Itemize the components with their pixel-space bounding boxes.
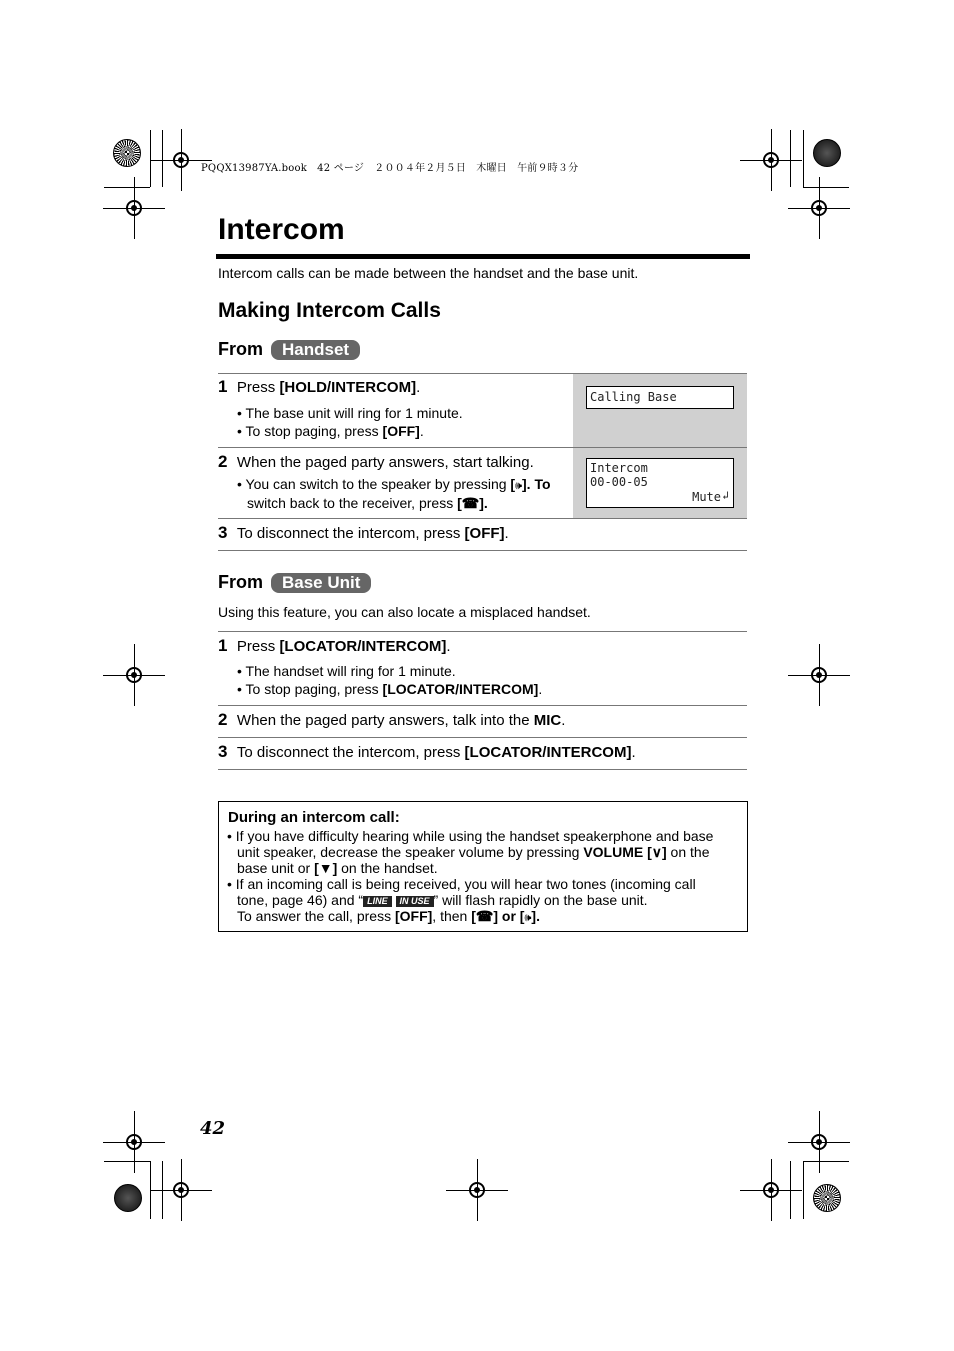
step-number: 1 [218,636,228,655]
softkey-arrow-icon: ↲ [722,489,729,502]
title-rule [216,254,750,259]
crop-mark [162,130,163,187]
registration-mark-icon [170,1179,192,1201]
speaker-icon: 🕪 [515,480,523,492]
crop-mark [150,1161,151,1219]
step-number: 1 [218,377,228,396]
handset-step-1 [218,377,420,397]
crop-mark [803,187,849,188]
step-text: Press [HOLD/INTERCOM]. [236,379,421,396]
divider [218,373,747,374]
divider [218,550,747,551]
divider [218,737,747,738]
lcd-display-intercom [586,458,734,508]
section-title: Making Intercom Calls [218,299,441,322]
step-bullet: • To stop paging, press [LOCATOR/INTERCOM]. [237,681,542,698]
from-label: From [218,339,263,359]
crop-mark [104,1161,150,1162]
speaker-icon: 🕪 [524,912,532,924]
crop-mark [803,1161,804,1219]
step-bullet: • The base unit will ring for 1 minute. [237,405,463,422]
crop-mark [803,130,804,187]
step-text: Press [LOCATOR/INTERCOM]. [236,638,451,655]
registration-mark-icon [760,1179,782,1201]
note-item-1: • If you have difficulty hearing while using the handset speakerphone and base unit speaker, decrease the speaker volume by pressing VOLUME [∨] on the base unit or [▼] on the handset. [227,828,714,876]
step-number: 3 [218,742,228,761]
crop-mark [803,1161,849,1162]
color-target-icon [813,1184,841,1212]
from-label: From [218,572,263,592]
divider [218,447,747,448]
color-target-icon [813,139,841,167]
divider [218,769,747,770]
step-bullet: • You can switch to the speaker by pressing [🕪]. To switch back to the receiver, press [☎]. [237,476,571,512]
line-badge: LINE [363,896,392,907]
base-intro-text: Using this feature, you can also locate a misplaced handset. [218,604,591,620]
print-header-note: PQQX13987YA.book 42 ページ ２００４年２月５日 木曜日 午前９時３分 [201,163,579,174]
base-unit-pill: Base Unit [271,573,371,593]
base-step-2 [218,710,565,730]
intro-text: Intercom calls can be made between the handset and the base unit. [218,265,639,281]
registration-mark-icon [466,1179,488,1201]
note-item-2: • If an incoming call is being received, you will hear two tones (incoming call tone, page 46) and “ LINE IN USE ” will flash rapidly on the base unit. To answer the call, press [OFF], then [☎] or [🕪]. [227,876,696,924]
registration-mark-icon [170,149,192,171]
base-step-1 [218,636,451,656]
registration-mark-icon [808,197,830,219]
step-bullet: • The handset will ring for 1 minute. [237,663,456,680]
step-text: When the paged party answers, talk into the MIC. [236,712,566,729]
in-use-badge: IN USE [396,896,434,907]
crop-mark [790,130,791,187]
crop-mark [150,130,151,187]
base-step-3 [218,742,636,762]
lcd-line: Intercom [590,461,648,475]
note-box [218,801,748,932]
step-text: To disconnect the intercom, press [LOCATOR/INTERCOM]. [236,744,636,761]
step-bullet: • To stop paging, press [OFF]. [237,423,424,440]
page-number: 42 [200,1118,226,1139]
note-title: During an intercom call: [228,809,400,826]
step-text: When the paged party answers, start talking. [236,454,534,471]
registration-mark-icon [808,1131,830,1153]
step-text: To disconnect the intercom, press [OFF]. [236,525,509,542]
color-target-icon [114,1184,142,1212]
handset-pill: Handset [271,340,360,360]
lcd-display-calling [586,386,734,409]
divider [218,705,747,706]
step-number: 2 [218,710,228,729]
page-title: Intercom [218,213,345,246]
talk-icon: ☎ [475,908,494,924]
divider [218,518,747,519]
crop-mark [104,187,150,188]
handset-step-2 [218,452,534,472]
divider [218,631,747,632]
crop-mark [162,1161,163,1219]
handset-step-3 [218,523,509,543]
lcd-line: Calling Base [590,390,677,404]
color-target-icon [113,139,141,167]
registration-mark-icon [760,149,782,171]
registration-mark-icon [123,1131,145,1153]
crop-mark [790,1161,791,1219]
from-base-heading [218,572,371,593]
lcd-softkey: Mute [692,490,721,504]
from-handset-heading [218,339,360,360]
registration-mark-icon [123,664,145,686]
talk-icon: ☎ [461,495,480,511]
registration-mark-icon [808,664,830,686]
step-number: 2 [218,452,228,471]
lcd-line: 00-00-05 [590,475,648,489]
registration-mark-icon [123,197,145,219]
step-number: 3 [218,523,228,542]
